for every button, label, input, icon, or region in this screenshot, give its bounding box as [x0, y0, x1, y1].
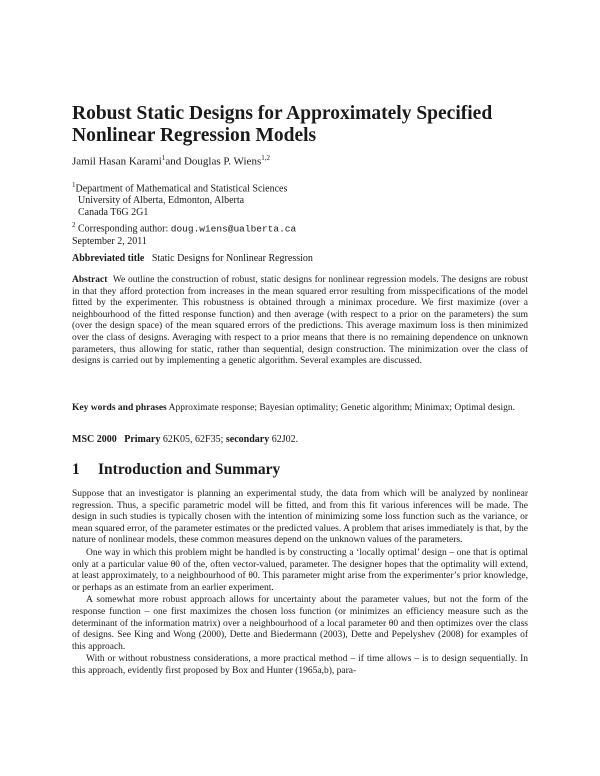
section-body: [72, 489, 528, 678]
msc-primary: 62K05, 62F35;: [162, 434, 224, 445]
paper-date: September 2, 2011: [72, 236, 147, 247]
msc-classification: [72, 434, 298, 445]
abbreviated-title-line: [72, 253, 313, 264]
section-title: Introduction and Summary: [98, 461, 281, 478]
affiliation-line-2: University of Alberta, Edmonton, Alberta: [78, 195, 245, 207]
corresponding-email: doug.wiens@ualberta.ca: [170, 223, 297, 235]
author-name-1: Jamil Hasan Karami: [72, 155, 162, 168]
body-paragraph-3: A somewhat more robust approach allows for uncertainty about the parameter values, but not the form of the response function – one first maximizes the chosen loss function (or minimizes an efficiency measure such as the determinant of the information matrix) over a neighbourhood of a local parameter θ0 and then optimizes over the class of designs. See King and Wong (2000), Dette and Biedermann (2003), Dette and Pepelyshev (2008) for examples of this approach.: [72, 595, 528, 652]
affiliation-block: [72, 179, 296, 236]
section-number: 1: [72, 461, 80, 478]
body-paragraph-4: With or without robustness considerations, a more practical method – if time allows – is to design sequentially. In this approach, evidently first proposed by Box and Hunter (1965a,b), para-: [72, 654, 528, 676]
msc-secondary: 62J02.: [271, 434, 299, 445]
section-heading: [72, 461, 280, 479]
keywords: [72, 403, 528, 415]
author-line: [72, 154, 270, 168]
paper-title: Robust Static Designs for Approximately Specified Nonlinear Regression Models: [72, 103, 493, 146]
keywords-text: Approximate response; Bayesian optimality; Genetic algorithm; Minimax; Optimal design.: [168, 403, 516, 413]
abbreviated-title-label: Abbreviated title: [72, 253, 145, 264]
abstract-text: We outline the construction of robust, static designs for nonlinear regression models. The designs are robust in that they afford protection from increases in the mean squared error resulting from misspecifications of the model fitted by the experimenter. This robustness is obtained through a minimax procedure. We first maximize (over a neighbourhood of the fitted response function) and then average (with respect to a prior on the parameters) the sum (over the design space) of the mean squared errors of the predictions. This average maximum loss is then minimized over the class of designs. Averaging with respect to a prior means that there is no remaining dependence on unknown parameters, thus allowing for static, rather than sequential, design construction. The minimization over the class of designs is carried out by implementing a genetic algorithm. Several examples are discussed.: [72, 275, 528, 367]
affiliation-line-3: Canada T6G 2G1: [78, 207, 149, 219]
author-2-affiliation-mark: 1,2: [261, 154, 270, 162]
affiliation-mark-1: 1: [72, 181, 76, 189]
abstract: [72, 275, 528, 368]
abstract-label: Abstract: [72, 275, 108, 285]
msc-secondary-label: secondary: [225, 434, 270, 445]
author-1-affiliation-mark: 1: [161, 154, 166, 162]
keywords-label: Key words and phrases: [72, 403, 167, 413]
corresponding-author-label: Corresponding author:: [78, 223, 169, 235]
body-paragraph-2: One way in which this problem might be handled is by constructing a ‘locally optimal’ design – one that is optimal only at a particular value θ0 of the, often vector-valued, parameter. The designer hopes that the optimality will extend, at least approximately, to a neighbourhood of θ0. This parameter might arise from the experimenter’s prior knowledge, or perhaps as an estimate from an earlier experiment.: [72, 547, 528, 593]
abbreviated-title: Static Designs for Nonlinear Regression: [151, 253, 313, 264]
msc-label: MSC 2000: [72, 434, 117, 445]
msc-primary-label: Primary: [124, 434, 161, 445]
author-name-2: and Douglas P. Wiens: [165, 155, 262, 168]
body-paragraph-1: Suppose that an investigator is planning an experimental study, the data from which will be analyzed by nonlinear regression. Thus, a specific parametric model will be fitted, and from this fit various inferences will be made. The design in such studies is typically chosen with the intention of minimizing some loss function such as the variance, or mean squared error, of the parameter estimates or the predicted values. A problem that arises immediately is that, by the nature of nonlinear models, these common measures depend on the unknown values of the parameters.: [72, 489, 528, 546]
affiliation-mark-2: 2: [72, 221, 76, 230]
affiliation-line-1: Department of Mathematical and Statistical Sciences: [75, 183, 288, 195]
